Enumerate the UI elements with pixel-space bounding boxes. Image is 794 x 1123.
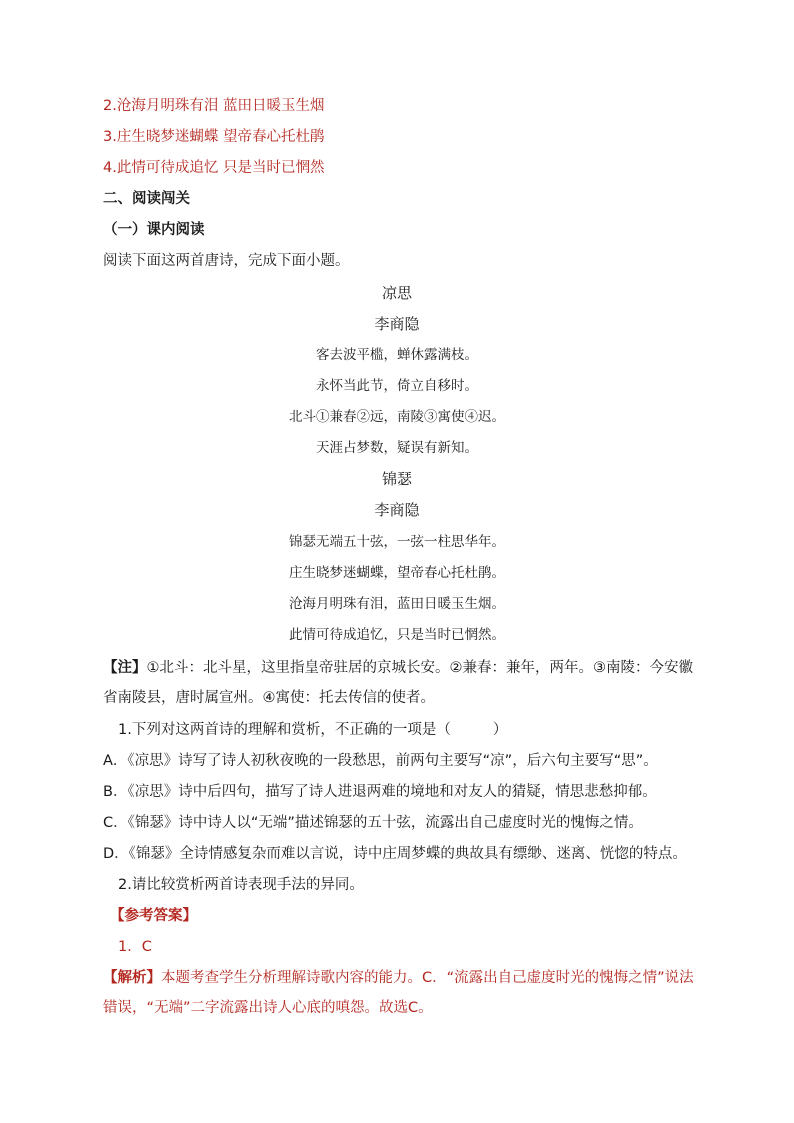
instruction-text: 阅读下面这两首唐诗，完成下面小题。 — [103, 253, 350, 269]
note-paragraph — [103, 653, 699, 713]
poem1-title: 凉思 — [381, 284, 412, 302]
poem1-line: 天涯占梦数，疑误有新知。 — [316, 440, 478, 456]
note-label: 【注】 — [103, 660, 147, 676]
answer-1: 1．C — [118, 939, 152, 955]
poem2-author: 李商隐 — [374, 501, 420, 519]
reference-answer-title: 【参考答案】 — [110, 908, 197, 924]
poem1-line: 北斗①兼春②远，南陵③寓使④迟。 — [289, 409, 505, 425]
poem1-line: 客去波平槛，蝉休露满枝。 — [316, 347, 478, 363]
poem2-title: 锦瑟 — [381, 470, 412, 488]
poem1-line: 永怀当此节，倚立自移时。 — [316, 378, 478, 394]
question1-option-a: A．《凉思》诗写了诗人初秋夜晚的一段愁思，前两句主要写“凉”，后六句主要写“思”。 — [103, 753, 658, 769]
question1-stem — [118, 720, 507, 740]
question1-option-d: D．《锦瑟》全诗情感复杂而难以言说，诗中庄周梦蝶的典故具有缥缈、迷离、恍惚的特点。 — [103, 846, 687, 862]
analysis-paragraph — [103, 963, 699, 1023]
answer-line-4: 4.此情可待成追忆 只是当时已惘然 — [103, 160, 325, 176]
poem2-line: 沧海月明珠有泪，蓝田日暖玉生烟。 — [289, 596, 505, 612]
answer-line-3: 3.庄生晓梦迷蝴蝶 望帝春心托杜鹃 — [103, 129, 325, 145]
question1-option-b: B．《凉思》诗中后四句，描写了诗人进退两难的境地和对友人的猜疑，情思悲愁抑郁。 — [103, 784, 657, 800]
poem2-line: 庄生晓梦迷蝴蝶，望帝春心托杜鹃。 — [289, 565, 505, 581]
poem1-author: 李商隐 — [374, 315, 420, 333]
question1-stem-text: 1.下列对这两首诗的理解和赏析，不正确的一项是（ — [118, 722, 451, 738]
note-text: ①北斗：北斗星，这里指皇帝驻居的京城长安。②兼春：兼年，两年。③南陵：今安徽省南陵县，唐时属宣州。④寓使：托去传信的使者。 — [103, 660, 693, 706]
analysis-label: 【解析】 — [103, 970, 161, 986]
analysis-text: 本题考查学生分析理解诗歌内容的能力。C．“流露出自己虚度时光的愧悔之情”说法错误，“无端”二字流露出诗人心底的嗔怨。故选C。 — [103, 970, 694, 1016]
poem2-line: 此情可待成追忆，只是当时已惘然。 — [289, 627, 505, 643]
subsection-title: （一）课内阅读 — [103, 222, 205, 238]
answer-line-2: 2.沧海月明珠有泪 蓝田日暖玉生烟 — [103, 98, 325, 114]
question2: 2.请比较赏析两首诗表现手法的异同。 — [118, 877, 364, 893]
question1-stem-end: ） — [492, 722, 508, 738]
question1-option-c: C．《锦瑟》诗中诗人以“无端”描述锦瑟的五十弦，流露出自己虚度时光的愧悔之情。 — [103, 815, 643, 831]
poem2-line: 锦瑟无端五十弦，一弦一柱思华年。 — [289, 534, 505, 550]
section-title: 二、阅读闯关 — [103, 191, 190, 207]
